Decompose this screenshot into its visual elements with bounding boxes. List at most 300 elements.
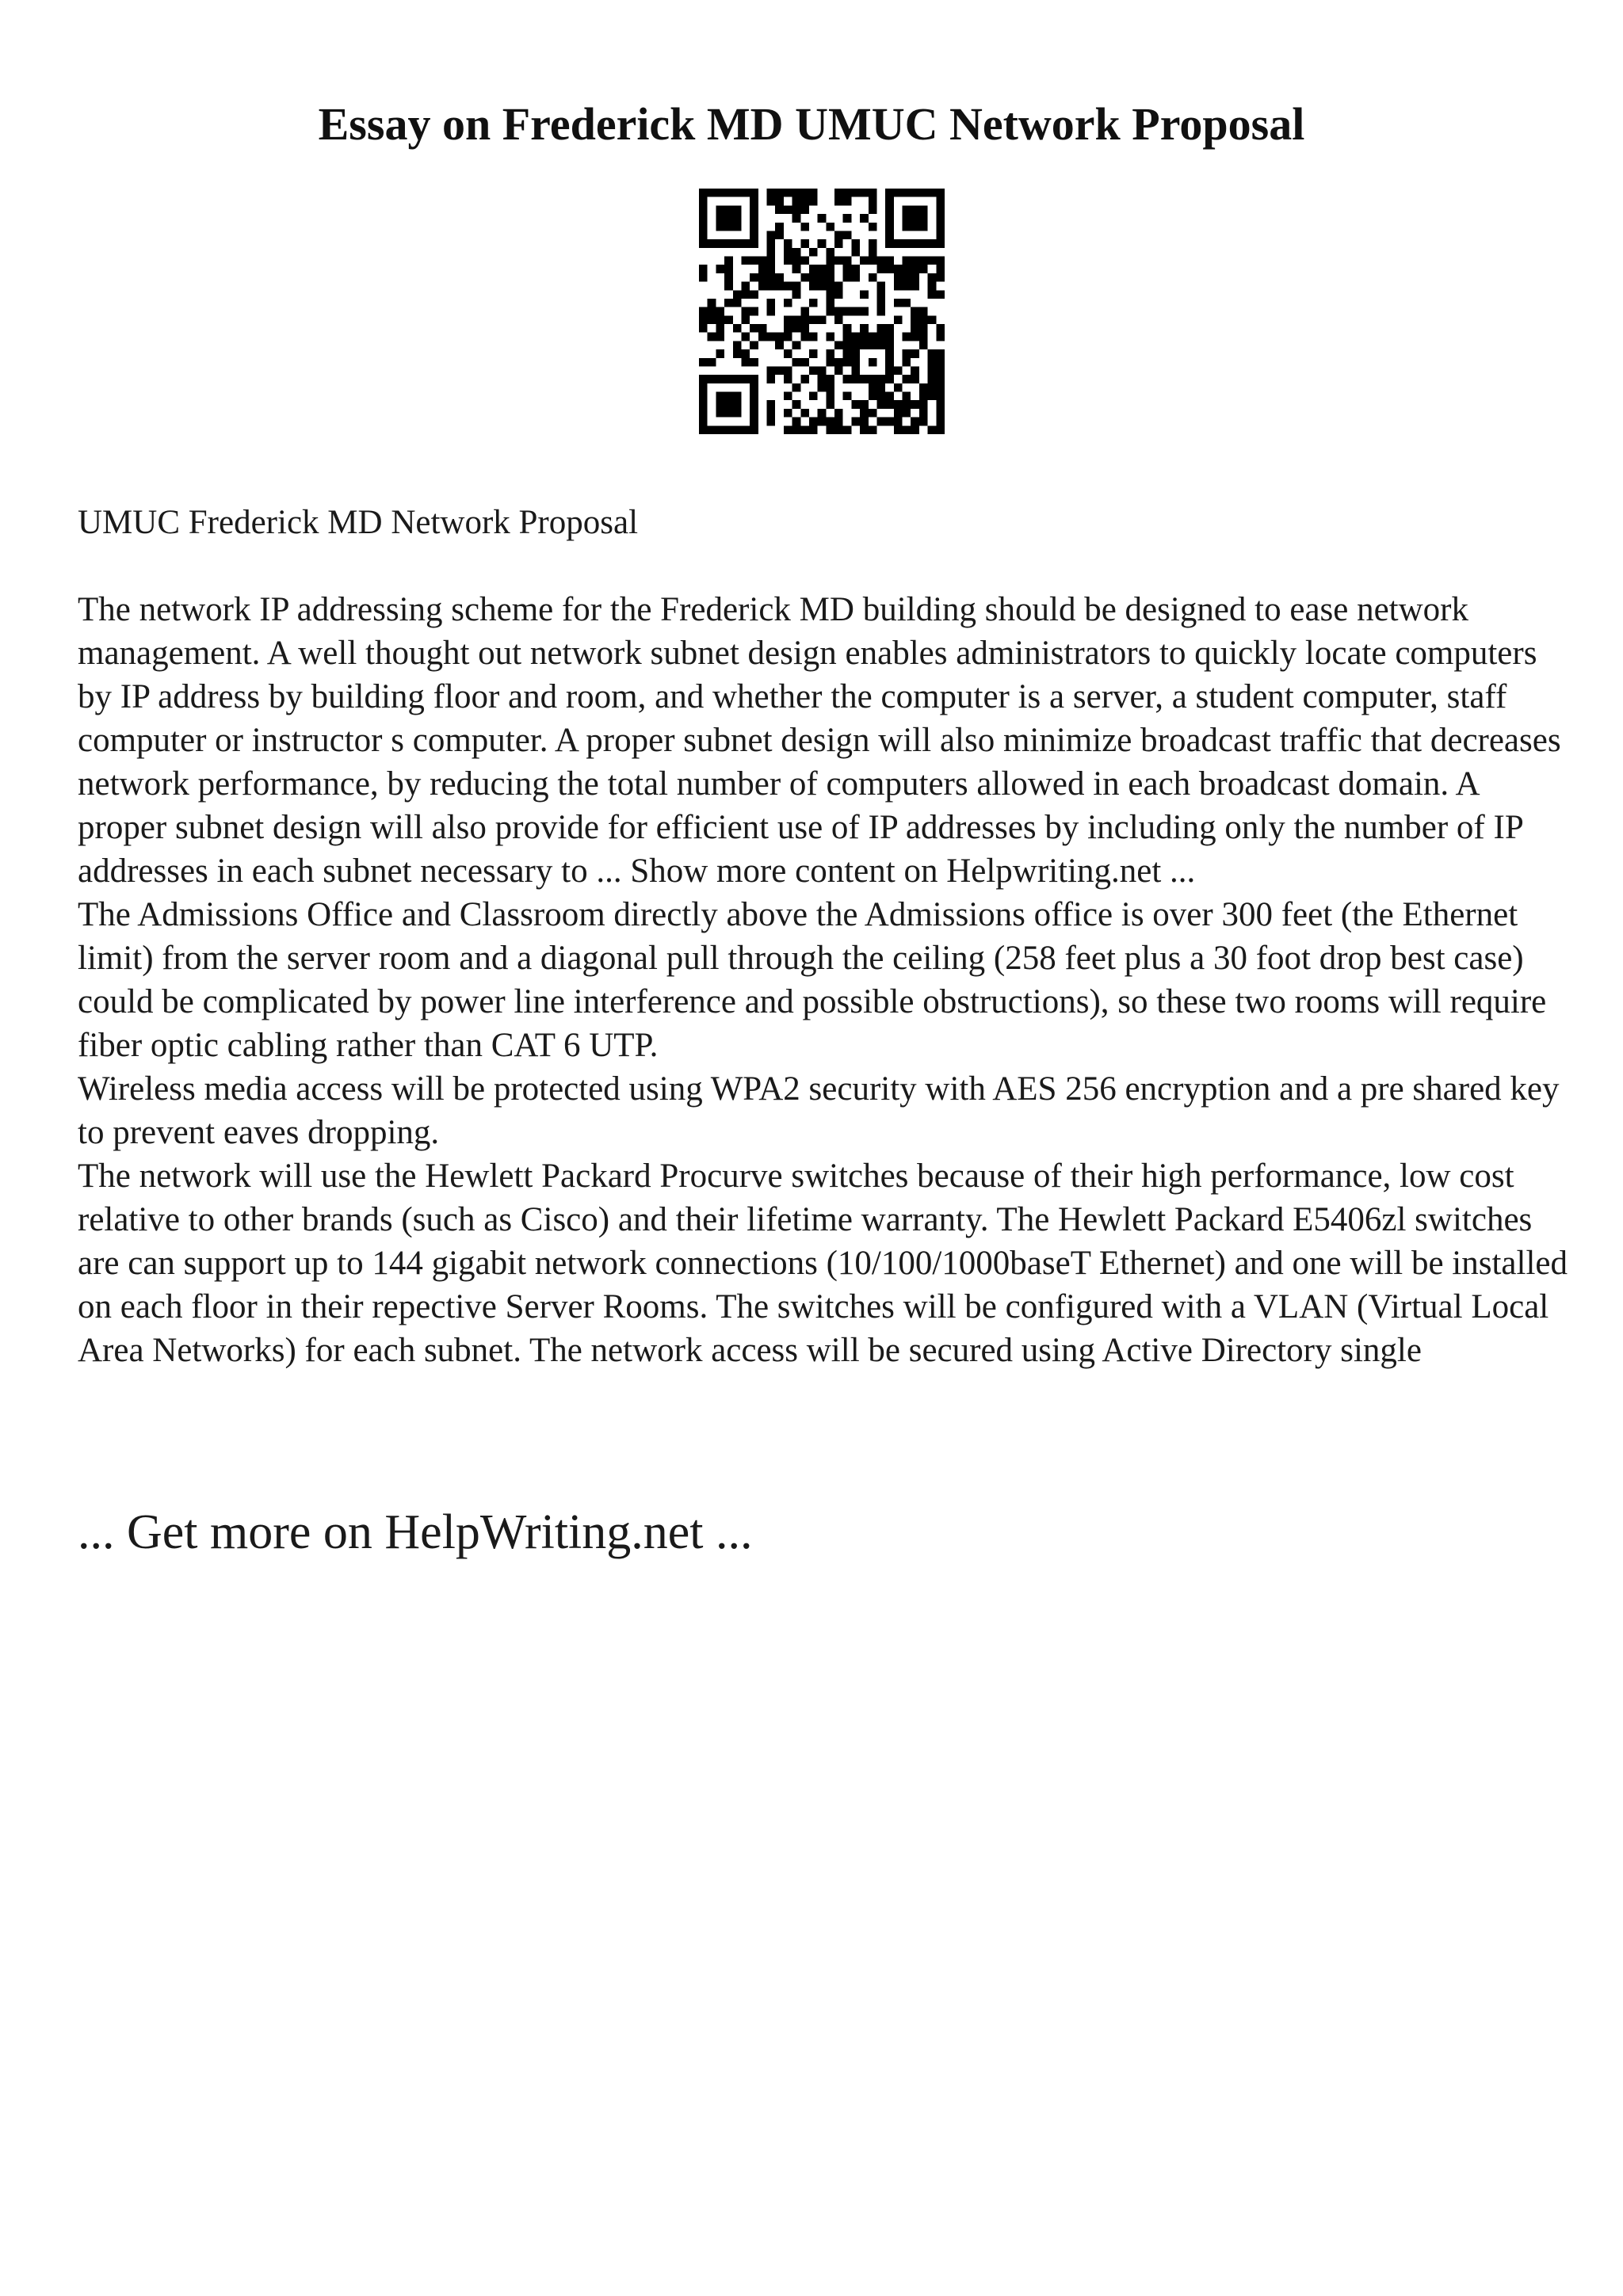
qr-module (834, 231, 843, 239)
qr-module (750, 418, 758, 426)
qr-module (936, 333, 945, 341)
qr-module (750, 358, 758, 367)
qr-module (928, 358, 937, 367)
qr-module (699, 324, 708, 333)
qr-module (834, 418, 843, 426)
qr-module (911, 324, 919, 333)
qr-module (869, 341, 877, 349)
qr-module (758, 324, 767, 333)
qr-module (851, 366, 860, 375)
qr-module (911, 265, 919, 273)
qr-module (716, 425, 724, 434)
paragraph: Wireless media access will be protected using WPA2 security with AES 256 encryption and a pre shared key to prevent eaves dropping. (78, 1070, 1560, 1151)
qr-module (903, 425, 911, 434)
qr-module (809, 366, 818, 375)
qr-module (800, 273, 809, 282)
qr-module (919, 392, 928, 401)
qr-module (699, 409, 708, 418)
qr-module (750, 324, 758, 333)
qr-module (843, 333, 852, 341)
qr-module (826, 349, 834, 358)
paragraph: The network will use the Hewlett Packard Procurve switches because of their high performance, low cost relative to other brands (such as Cisco) and their lifetime warranty. The Hewlett Packard E5406zl switches are can support up to 144 gigabit network connections (10/100/1000baseT Ethernet) and one will be installed on each floor in their repective Server Rooms. The switches will be configured with a VLAN (Virtual Local Area Networks) for each subnet. The network access will be secured using Active Directory single (78, 1158, 1568, 1369)
qr-module (792, 418, 801, 426)
qr-code-icon[interactable] (699, 189, 945, 434)
qr-module (733, 324, 742, 333)
qr-module (919, 418, 928, 426)
qr-module (928, 383, 937, 392)
qr-module (775, 273, 784, 282)
qr-module (936, 265, 945, 273)
qr-module (911, 214, 919, 223)
qr-module (843, 273, 852, 282)
qr-module (860, 214, 869, 223)
qr-module (767, 375, 776, 383)
qr-module (936, 425, 945, 434)
qr-module (775, 366, 784, 375)
qr-module (834, 189, 843, 197)
qr-module (792, 324, 801, 333)
qr-module (843, 214, 852, 223)
qr-module (860, 425, 869, 434)
qr-module (936, 409, 945, 418)
qr-module (876, 341, 885, 349)
qr-module (818, 239, 827, 248)
qr-module (928, 349, 937, 358)
qr-module (708, 189, 716, 197)
qr-module (869, 248, 877, 257)
qr-module (792, 265, 801, 273)
qr-module (911, 189, 919, 197)
qr-module (936, 366, 945, 375)
qr-module (699, 425, 708, 434)
qr-module (936, 223, 945, 231)
qr-module (876, 333, 885, 341)
qr-module (911, 315, 919, 324)
qr-module (869, 392, 877, 401)
qr-module (894, 400, 903, 409)
qr-module (911, 223, 919, 231)
qr-module (767, 265, 776, 273)
qr-module (903, 265, 911, 273)
qr-module (775, 341, 784, 349)
qr-module (826, 375, 834, 383)
qr-module (876, 257, 885, 265)
qr-module (699, 265, 708, 273)
qr-module (928, 315, 937, 324)
qr-module (936, 358, 945, 367)
qr-module (876, 392, 885, 401)
qr-module (750, 273, 758, 282)
qr-module (894, 366, 903, 375)
qr-module (936, 189, 945, 197)
qr-module (894, 299, 903, 307)
qr-module (894, 189, 903, 197)
qr-module (894, 265, 903, 273)
qr-module (860, 409, 869, 418)
qr-module (818, 214, 827, 223)
qr-module (928, 239, 937, 248)
qr-module (724, 205, 733, 214)
qr-module (869, 189, 877, 197)
qr-module (758, 273, 767, 282)
qr-module (775, 231, 784, 239)
qr-module (843, 189, 852, 197)
qr-module (843, 307, 852, 316)
paragraph: The network IP addressing scheme for the Frederick MD building should be designed to ease network management. A well thought out network subnet design enables administrators to quickly locate computers by IP address by building floor and room, and whether the computer is a server, a student computer, staff computer or instructor s computer. A proper subnet design will also minimize broadcast traffic that decreases network performance, by reducing the total number of computers allowed in each broadcast domain. A proper subnet design will also provide for efficient use of IP addresses by including only the number of IP addresses in each subnet necessary to ... Show more content on Helpwriting.net ... (78, 591, 1561, 890)
qr-module (750, 290, 758, 299)
qr-module (716, 400, 724, 409)
qr-module (826, 248, 834, 257)
qr-module (767, 197, 776, 206)
qr-module (724, 257, 733, 265)
qr-module (758, 257, 767, 265)
qr-module (885, 239, 894, 248)
qr-module (885, 358, 894, 367)
qr-module (903, 273, 911, 282)
qr-module (826, 400, 834, 409)
qr-module (894, 315, 903, 324)
qr-module (708, 425, 716, 434)
qr-module (733, 223, 742, 231)
qr-module (851, 358, 860, 367)
qr-module (724, 409, 733, 418)
qr-module (860, 324, 869, 333)
qr-module (716, 375, 724, 383)
qr-module (885, 214, 894, 223)
qr-module (699, 315, 708, 324)
qr-module (834, 358, 843, 367)
qr-module (767, 299, 776, 307)
qr-module (936, 231, 945, 239)
qr-module (792, 358, 801, 367)
qr-module (767, 282, 776, 291)
qr-module (800, 189, 809, 197)
qr-module (716, 214, 724, 223)
qr-module (758, 282, 767, 291)
qr-module (919, 307, 928, 316)
qr-module (708, 299, 716, 307)
qr-module (911, 239, 919, 248)
qr-module (876, 290, 885, 299)
qr-module (894, 273, 903, 282)
qr-module (767, 239, 776, 248)
qr-module (800, 315, 809, 324)
qr-module (826, 425, 834, 434)
qr-module (936, 400, 945, 409)
qr-module (699, 189, 708, 197)
qr-module (843, 265, 852, 273)
qr-module (784, 299, 792, 307)
qr-module (792, 214, 801, 223)
qr-module (818, 375, 827, 383)
qr-module (758, 333, 767, 341)
qr-module (784, 333, 792, 341)
qr-module (894, 383, 903, 392)
qr-module (876, 375, 885, 383)
qr-module (885, 197, 894, 206)
qr-module (826, 307, 834, 316)
qr-module (699, 197, 708, 206)
qr-module (792, 290, 801, 299)
qr-module (911, 282, 919, 291)
qr-module (716, 333, 724, 341)
qr-module (724, 400, 733, 409)
qr-module (724, 273, 733, 282)
qr-module (928, 366, 937, 375)
qr-module (800, 239, 809, 248)
qr-module (860, 290, 869, 299)
qr-module (733, 239, 742, 248)
qr-module (800, 425, 809, 434)
qr-module (792, 400, 801, 409)
qr-module (750, 214, 758, 223)
qr-module (733, 400, 742, 409)
qr-module (699, 273, 708, 282)
qr-module (834, 282, 843, 291)
qr-module (716, 239, 724, 248)
qr-module (826, 358, 834, 367)
qr-module (716, 205, 724, 214)
qr-module (860, 257, 869, 265)
qr-module (911, 257, 919, 265)
qr-module (903, 358, 911, 367)
qr-module (784, 315, 792, 324)
qr-module (936, 383, 945, 392)
qr-module (733, 205, 742, 214)
qr-module (699, 418, 708, 426)
qr-module (903, 349, 911, 358)
qr-module (911, 375, 919, 383)
qr-module (767, 400, 776, 409)
qr-module (733, 341, 742, 349)
qr-module (876, 265, 885, 273)
qr-module (750, 409, 758, 418)
qr-module (699, 358, 708, 367)
paragraph: The Admissions Office and Classroom directly above the Admissions office is over 300 feet (the Ethernet limit) from the server room and a diagonal pull through the ceiling (258 feet plus a 30 foot drop best case) could be complicated by power line interference and possible obstructions), so these two rooms will require fiber optic cabling rather than CAT 6 UTP. (78, 896, 1547, 1064)
qr-module (800, 358, 809, 367)
qr-module (936, 205, 945, 214)
qr-module (750, 341, 758, 349)
qr-module (911, 349, 919, 358)
qr-module (809, 418, 818, 426)
qr-module (911, 307, 919, 316)
qr-module (775, 189, 784, 197)
qr-module (885, 265, 894, 273)
qr-module (851, 273, 860, 282)
qr-module (876, 418, 885, 426)
qr-module (851, 307, 860, 316)
qr-module (936, 349, 945, 358)
qr-module (733, 425, 742, 434)
qr-module (741, 358, 750, 367)
qr-module (767, 409, 776, 418)
qr-module (903, 299, 911, 307)
qr-module (851, 239, 860, 248)
qr-module (885, 333, 894, 341)
qr-module (699, 223, 708, 231)
qr-module (936, 375, 945, 383)
qr-module (919, 223, 928, 231)
qr-module (733, 290, 742, 299)
qr-module (733, 189, 742, 197)
qr-module (834, 239, 843, 248)
qr-module (826, 282, 834, 291)
qr-module (733, 299, 742, 307)
qr-module (809, 273, 818, 282)
qr-module (767, 333, 776, 341)
qr-module (800, 375, 809, 383)
qr-module (818, 265, 827, 273)
qr-module (775, 223, 784, 231)
qr-module (767, 257, 776, 265)
qr-module (834, 341, 843, 349)
get-more-link[interactable]: ... Get more on HelpWriting.net ... (78, 1505, 753, 1559)
qr-module (876, 299, 885, 307)
qr-module (800, 223, 809, 231)
qr-module (919, 341, 928, 349)
qr-module (919, 409, 928, 418)
qr-module (750, 392, 758, 401)
qr-module (724, 239, 733, 248)
qr-module (699, 375, 708, 383)
qr-module (860, 400, 869, 409)
qr-module (885, 231, 894, 239)
qr-module (724, 375, 733, 383)
qr-module (699, 383, 708, 392)
qr-module (860, 418, 869, 426)
qr-module (903, 400, 911, 409)
qr-module (708, 375, 716, 383)
qr-module (775, 333, 784, 341)
qr-module (724, 425, 733, 434)
qr-module (885, 205, 894, 214)
qr-module (733, 214, 742, 223)
qr-module (767, 231, 776, 239)
qr-module (919, 257, 928, 265)
qr-module (869, 375, 877, 383)
qr-module (767, 248, 776, 257)
qr-module (903, 214, 911, 223)
qr-module (758, 265, 767, 273)
qr-module (741, 375, 750, 383)
qr-module (716, 189, 724, 197)
qr-module (851, 418, 860, 426)
qr-module (708, 315, 716, 324)
qr-module (936, 273, 945, 282)
qr-module (885, 366, 894, 375)
qr-module (809, 248, 818, 257)
qr-module (800, 409, 809, 418)
qr-module (843, 257, 852, 265)
qr-module (869, 425, 877, 434)
qr-module (843, 349, 852, 358)
qr-module (936, 324, 945, 333)
qr-module (741, 425, 750, 434)
qr-module (919, 214, 928, 223)
qr-module (919, 324, 928, 333)
qr-module (928, 282, 937, 291)
qr-module (716, 223, 724, 231)
qr-module (911, 333, 919, 341)
qr-module (903, 392, 911, 401)
qr-module (784, 257, 792, 265)
qr-module (834, 409, 843, 418)
qr-module (716, 315, 724, 324)
qr-module (784, 366, 792, 375)
qr-module (750, 223, 758, 231)
qr-module (903, 223, 911, 231)
document-subtitle: UMUC Frederick MD Network Proposal (78, 504, 639, 541)
qr-module (699, 239, 708, 248)
qr-module (818, 409, 827, 418)
qr-module (784, 409, 792, 418)
qr-module (784, 349, 792, 358)
qr-module (936, 392, 945, 401)
qr-module (885, 349, 894, 358)
qr-module (716, 409, 724, 418)
qr-module (800, 307, 809, 316)
qr-module (750, 239, 758, 248)
qr-module (869, 257, 877, 265)
qr-module (792, 197, 801, 206)
qr-module (826, 299, 834, 307)
qr-module (733, 349, 742, 358)
qr-module (826, 273, 834, 282)
qr-module (834, 257, 843, 265)
qr-module (750, 383, 758, 392)
document-body (78, 501, 1568, 1372)
qr-module (724, 282, 733, 291)
qr-module (741, 282, 750, 291)
qr-module (809, 282, 818, 291)
qr-module (851, 248, 860, 257)
qr-module (860, 375, 869, 383)
qr-module (936, 257, 945, 265)
qr-module (903, 375, 911, 383)
qr-module (903, 189, 911, 197)
qr-module (894, 239, 903, 248)
qr-module (826, 265, 834, 273)
qr-module (919, 239, 928, 248)
qr-module (767, 189, 776, 197)
qr-module (708, 333, 716, 341)
qr-module (911, 205, 919, 214)
qr-module (818, 418, 827, 426)
qr-module (860, 189, 869, 197)
qr-module (869, 273, 877, 282)
qr-module (818, 282, 827, 291)
qr-module (784, 375, 792, 383)
qr-module (851, 349, 860, 358)
qr-module (928, 290, 937, 299)
qr-module (708, 358, 716, 367)
qr-module (843, 341, 852, 349)
qr-module (699, 214, 708, 223)
qr-module (911, 425, 919, 434)
qr-module (843, 425, 852, 434)
qr-module (750, 189, 758, 197)
qr-module (919, 383, 928, 392)
qr-module (724, 315, 733, 324)
qr-module (818, 315, 827, 324)
qr-module (894, 409, 903, 418)
qr-module (792, 257, 801, 265)
qr-module (894, 425, 903, 434)
qr-module (869, 409, 877, 418)
qr-module (699, 307, 708, 316)
qr-module (919, 315, 928, 324)
qr-module (851, 341, 860, 349)
